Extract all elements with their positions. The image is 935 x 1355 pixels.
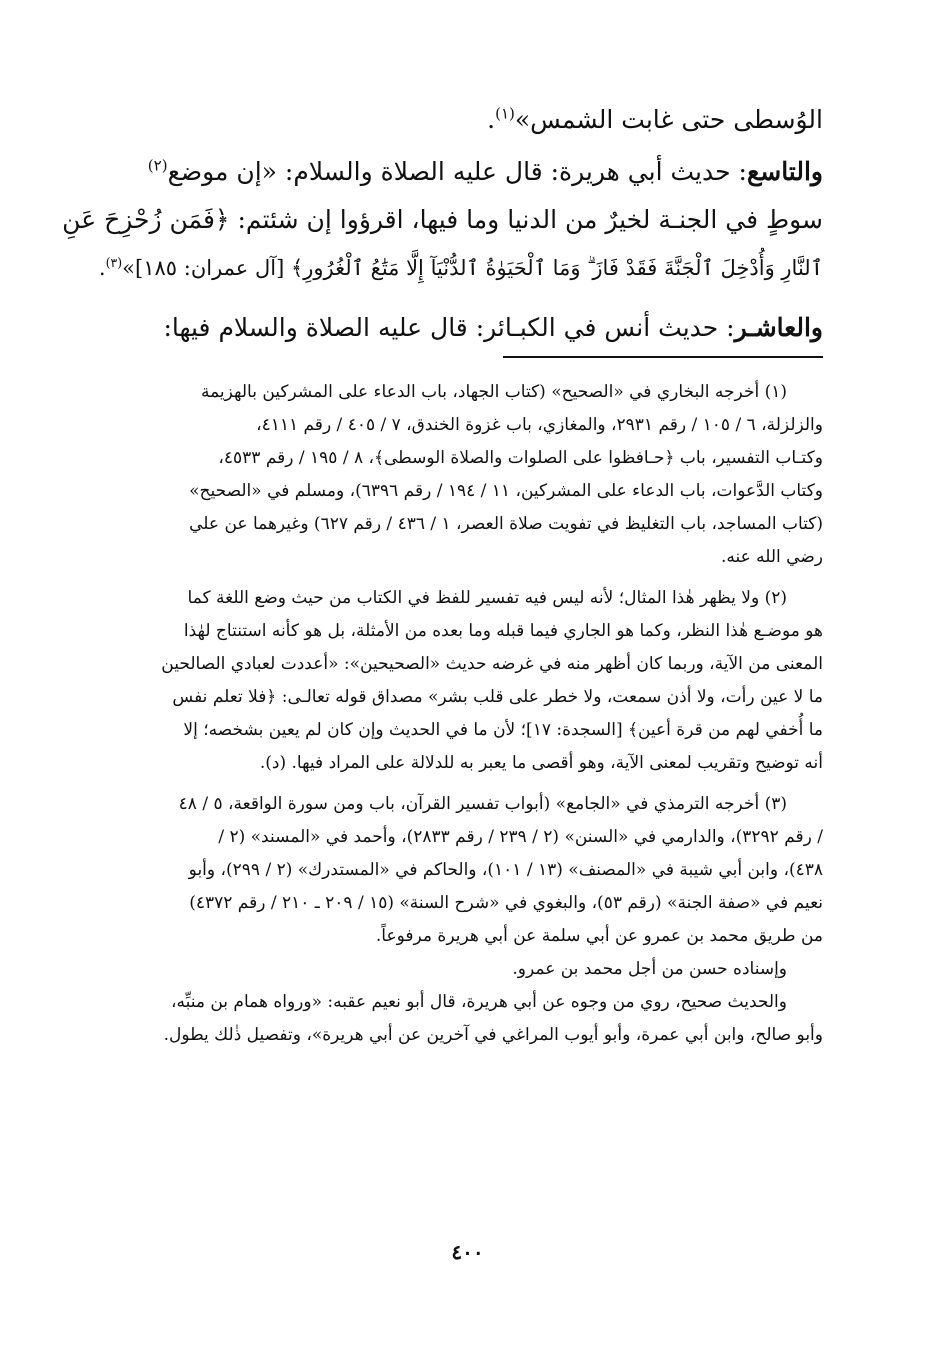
tenth-heading: والعاشـر — [734, 313, 823, 342]
footnote-line: (٢) ولا يظهر هٰذا المثال؛ لأنه ليس فيه تفسير للفظ في الكتاب من حيث وضع اللغة كما — [187, 588, 787, 608]
footnote-line: رضي الله عنه. — [720, 547, 823, 567]
footnote-line: المعنى من الآية، وربما كان أظهر منه في غرضه حديث «الصحيحين»: «أعددت لعبادي الصالحين — [161, 654, 823, 674]
main-line-1: الوُسطى حتى غابت الشمس»$^{(١)}$. — [487, 104, 823, 134]
hadith-line: وأبو صالح، وابن أبي عمرة، وأبو أيوب المراغي في آخرين عن أبي هريرة»، وتفصيل ذٰلك يطول. — [163, 1025, 823, 1045]
footnotes — [100, 376, 823, 1052]
footnote-line: نعيم في «صفة الجنة» (رقم ٥٣)، والبغوي في «شرح السنة» (١٥ / ٢٠٩ ـ ٢١٠ / رقم ٤٣٧٢) — [189, 893, 823, 913]
footnote-ref-1[interactable]: (١) — [495, 104, 515, 123]
footnote-line: والزلزلة، ٦ / ١٠٥ / رقم ٢٩٣١، والمغازي، باب غزوة الخندق، ٧ / ٤٠٥ / رقم ٤١١١، — [256, 415, 823, 435]
footnote-line: / رقم ٣٢٩٢)، والدارمي في «السنن» (٢ / ٢٣٩ / رقم ٢٨٣٣)، وأحمد في «المسند» (٢ / — [218, 827, 823, 847]
main-text — [62, 96, 823, 352]
footnote-line: ما لا عين رأت، ولا أذن سمعت، ولا خطر على قلب بشر» مصداق قوله تعالـى: ﴿فلا تعلم نفس — [172, 687, 823, 707]
ninth-heading: والتاسع — [746, 157, 823, 186]
main-line-2: والتاسع: حديث أبي هريرة: قال عليه الصلاة والسلام: «إن موضع$^{(٢)}$ — [147, 156, 823, 186]
footnote-2 — [100, 582, 823, 780]
page-number: ٤٠٠ — [451, 1240, 484, 1264]
footnote-line: ما أُخفي لهم من قرة أعين﴾ [السجدة: ١٧]؛ لأن ما في الحديث وإن كان لم يعين بشخصه؛ إلا — [183, 720, 823, 740]
footnote-line: أنه توضيح وتقريب لمعنى الآية، وهو أقصى ما يعبر به للدلالة على المراد فيها. (د). — [259, 753, 823, 773]
footnote-line: من طريق محمد بن عمرو عن أبي سلمة عن أبي هريرة مرفوعاً. — [375, 926, 823, 946]
footnote-line: (٣) أخرجه الترمذي في «الجامع» (أبواب تفسير القرآن، باب ومن سورة الواقعة، ٥ / ٤٨ — [178, 794, 787, 814]
footnote-separator — [100, 352, 823, 376]
isnad-line: وإسناده حسن من أجل محمد بن عمرو. — [512, 959, 787, 979]
footnote-line: (١) أخرجه البخاري في «الصحيح» (كتاب الجهاد، باب الدعاء على المشركين بالهزيمة — [200, 382, 787, 402]
footnote-1 — [100, 376, 823, 574]
footnote-line: وكتاب الدَّعوات، باب الدعاء على المشركين، ١١ / ١٩٤ / رقم ٦٣٩٦)، ومسلم في «الصحيح» — [189, 481, 823, 501]
footnote-ref-2[interactable]: (٢) — [147, 156, 168, 175]
hadith-line: والحديث صحيح، روي من وجوه عن أبي هريرة، قال أبو نعيم عقبه: «ورواه همام بن منبِّه، — [170, 992, 787, 1012]
footnote-ref-3[interactable]: (٣) — [105, 255, 123, 270]
main-line-3: سوطٍ في الجنـة لخيرٌ من الدنيا وما فيها، اقرؤوا إن شئتم: ﴿فَمَن زُحْزِحَ عَنِ — [62, 205, 823, 234]
footnote-line: هو موضـع هٰذا النظر، وكما هو الجاري فيما قبله وما بعده من الأمثلة، بل هو كأنه استنتاج لهٰذا — [183, 621, 823, 641]
footnote-line: ٤٣٨)، وابن أبي شيبة في «المصنف» (١٣ / ١٠١)، والحاكم في «المستدرك» (٢ / ٢٩٩)، وأبو — [188, 860, 823, 880]
main-line-5: والعاشـر: حديث أنس في الكبـائر: قال عليه الصلاة والسلام فيها: — [163, 313, 823, 342]
main-line-4: ٱلنَّارِ وَأُدْخِلَ ٱلْجَنَّةَ فَقَدْ فَازَ ۗ وَمَا ٱلْحَيَوٰةُ ٱلدُّنْيَآ إِلَّا مَتَٰعُ ٱلْغُرُورِ﴾ [آل عمران: ١٨٥]»$^{(٣)}$. — [98, 255, 823, 280]
footnote-3 — [100, 788, 823, 1052]
footnote-line: (كتاب المساجد، باب التغليظ في تفويت صلاة العصر، ١ / ٤٣٦ / رقم ٦٢٧) وغيرهما عن علي — [189, 514, 823, 534]
footnote-line: وكتـاب التفسير، باب ﴿حـافظوا على الصلوات والصلاة الوسطى﴾، ٨ / ١٩٥ / رقم ٤٥٣٣، — [218, 448, 823, 468]
